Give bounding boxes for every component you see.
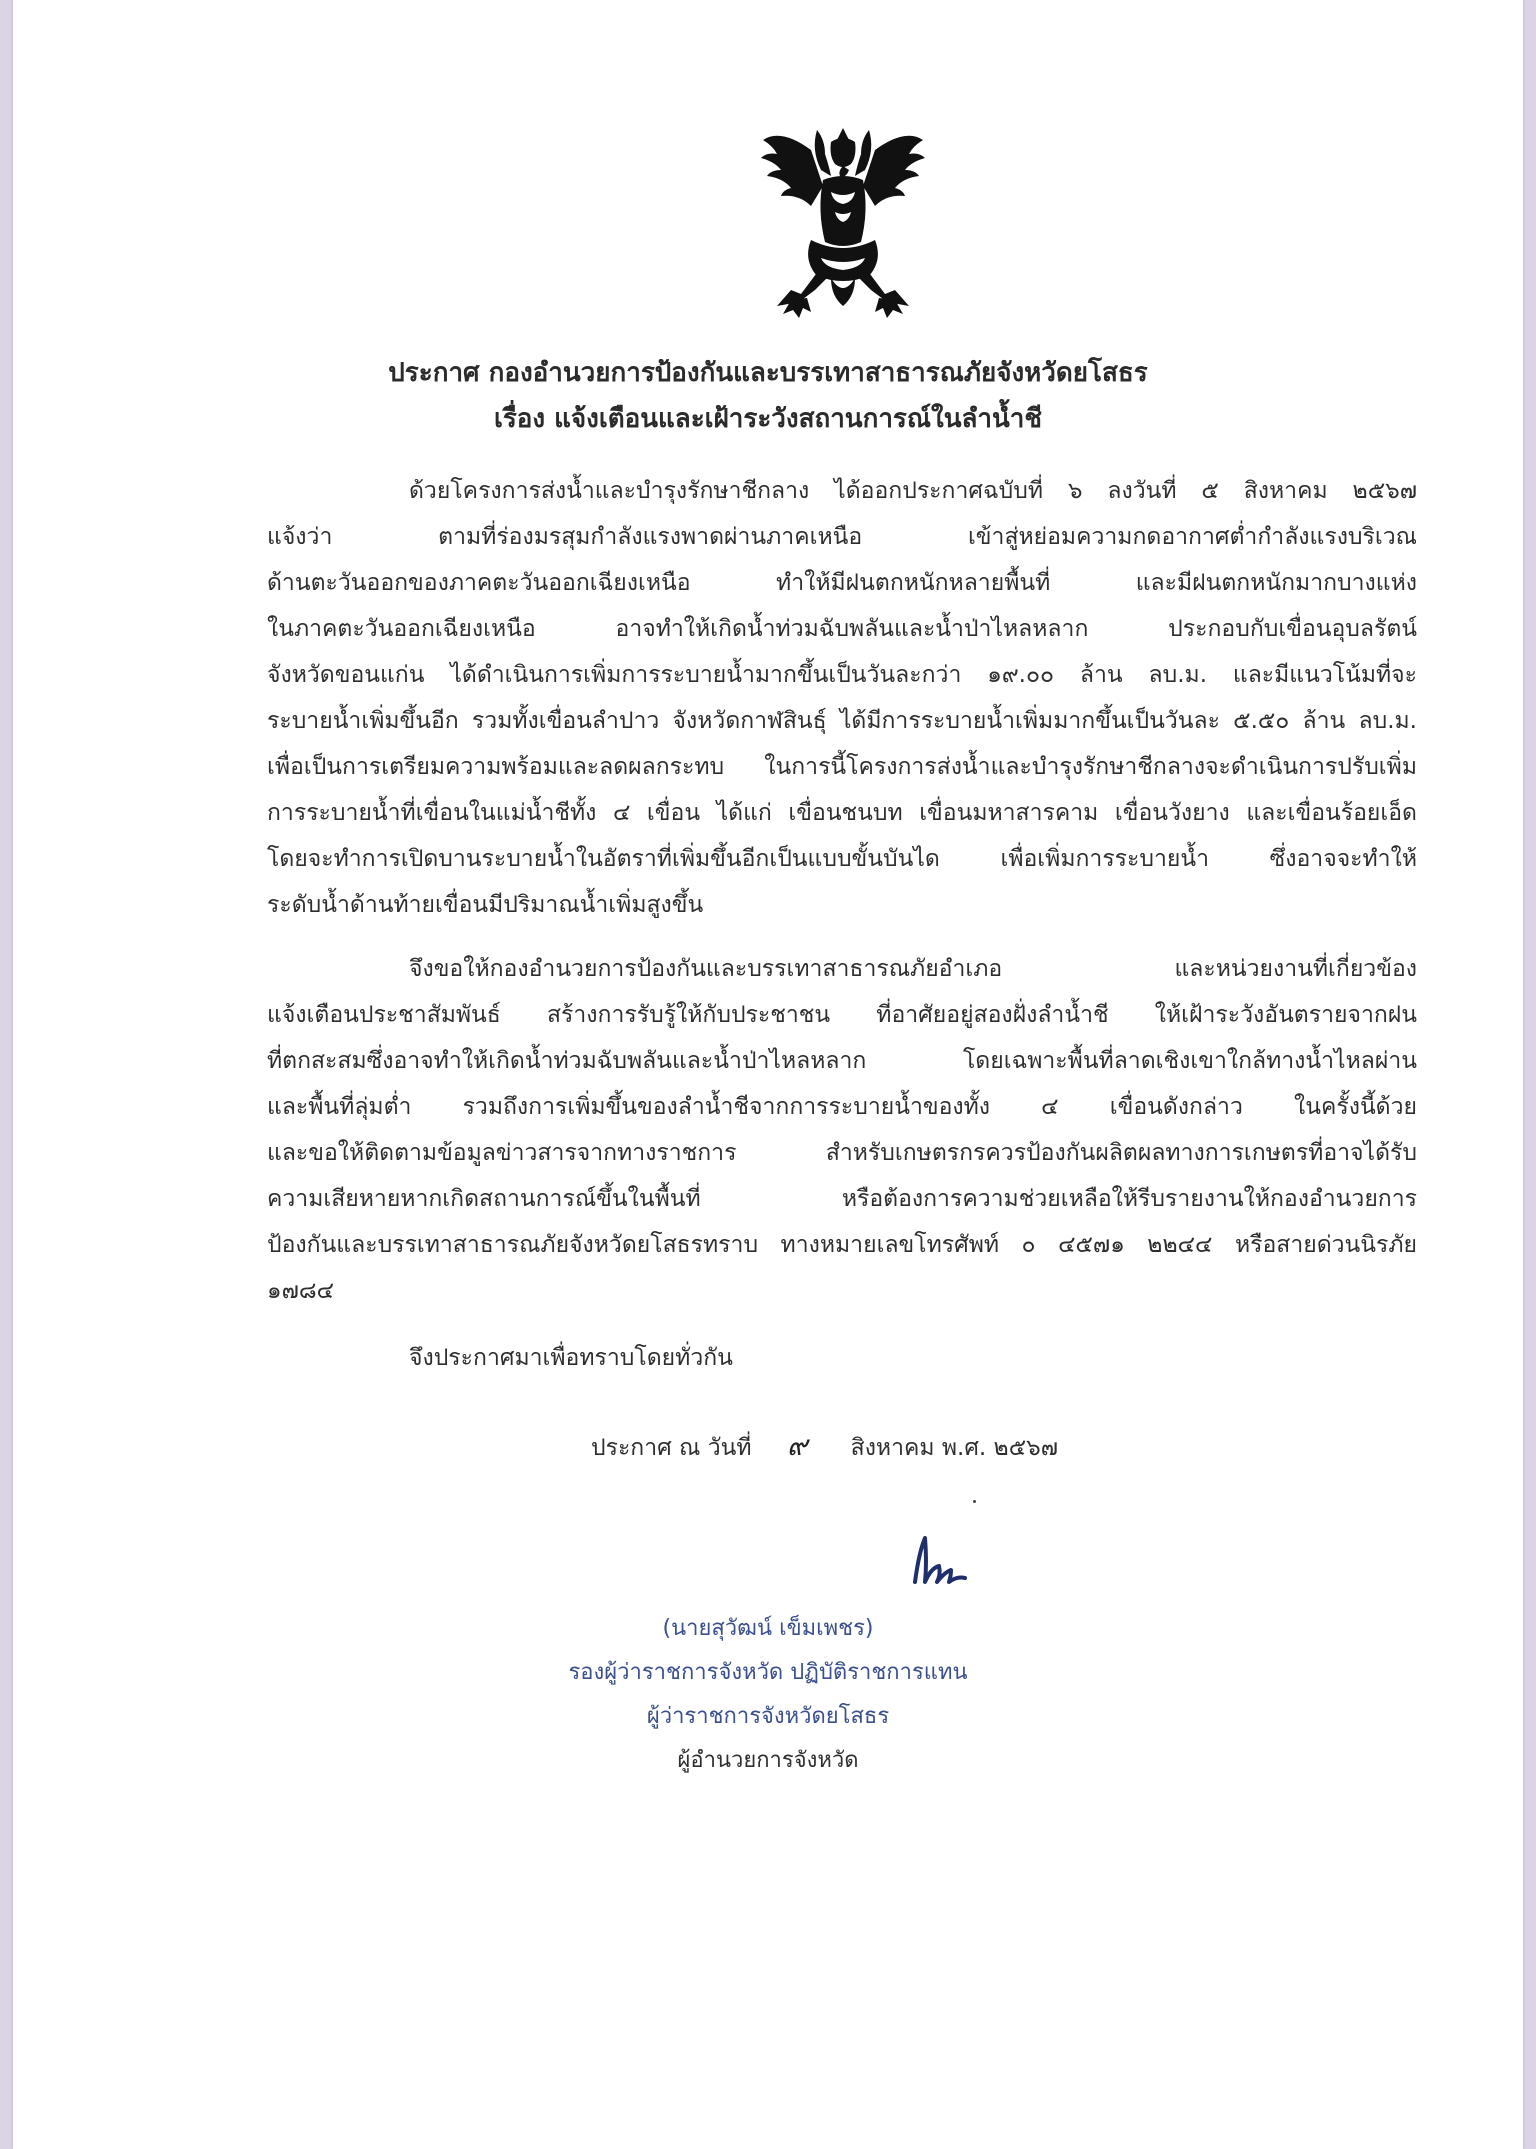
signatory-position-3: ผู้อำนวยการจังหวัด xyxy=(677,1748,859,1773)
announcement-subject: เรื่อง แจ้งเตือนและเฝ้าระวังสถานการณ์ในลำน้ำชี xyxy=(493,404,1043,434)
paragraph2-line: จึงขอให้กองอำนวยการป้องกันและบรรเทาสาธารณภัยอำเภอ และหน่วยงานที่เกี่ยวข้อง xyxy=(409,956,1417,982)
paragraph1-line: ด้านตะวันออกของภาคตะวันออกเฉียงเหนือ ทำให้มีฝนตกหนักหลายพื้นที่ และมีฝนตกหนักมากบางแห่ง xyxy=(267,570,1417,596)
paragraph2-line: แจ้งเตือนประชาสัมพันธ์ สร้างการรับรู้ให้กับประชาชน ที่อาศัยอยู่สองฝั่งลำน้ำชี ให้เฝ้าระวังอันตรายจากฝน xyxy=(267,1002,1417,1028)
paragraph1-line: โดยจะทำการเปิดบานระบายน้ำในอัตราที่เพิ่มขึ้นอีกเป็นแบบขั้นบันได เพื่อเพิ่มการระบายน้ำ ซึ่งอาจจะทำให้ xyxy=(267,846,1417,872)
paragraph1-line: แจ้งว่า ตามที่ร่องมรสุมกำลังแรงพาดผ่านภาคเหนือ เข้าสู่หย่อมความกดอากาศต่ำกำลังแรงบริเวณ xyxy=(267,524,1417,550)
announcement-title: ประกาศ กองอำนวยการป้องกันและบรรเทาสาธารณภัยจังหวัดยโสธร xyxy=(388,358,1148,388)
paragraph1-line: ในภาคตะวันออกเฉียงเหนือ อาจทำให้เกิดน้ำท่วมฉับพลันและน้ำป่าไหลหลาก ประกอบกับเขื่อนอุบลรัตน์ xyxy=(267,616,1417,642)
signature-icon xyxy=(907,1530,977,1600)
closing-statement: จึงประกาศมาเพื่อทราบโดยทั่วกัน xyxy=(409,1345,733,1371)
paragraph2-line: และพื้นที่ลุ่มต่ำ รวมถึงการเพิ่มขึ้นของลำน้ำชีจากการระบายน้ำของทั้ง ๔ เขื่อนดังกล่าว ในครั้งนี้ด้วย xyxy=(267,1094,1417,1120)
announcement-date xyxy=(591,1424,1058,1468)
garuda-emblem-icon xyxy=(751,110,935,330)
signatory-position-2: ผู้ว่าราชการจังหวัดยโสธร xyxy=(646,1704,890,1729)
paragraph1-line: ระดับน้ำด้านท้ายเขื่อนมีปริมาณน้ำเพิ่มสูงขึ้น xyxy=(267,892,704,918)
date-day-handwritten: ๙ xyxy=(786,1429,808,1462)
announcement-page xyxy=(13,0,1523,2149)
date-month-year: สิงหาคม พ.ศ. ๒๕๖๗ xyxy=(850,1435,1059,1461)
paragraph1-line: เพื่อเป็นการเตรียมความพร้อมและลดผลกระทบ ในการนี้โครงการส่งน้ำและบำรุงรักษาชีกลางจะดำเนินการปรับเพิ่ม xyxy=(267,754,1417,780)
paragraph2-line: ที่ตกสะสมซึ่งอาจทำให้เกิดน้ำท่วมฉับพลันและน้ำป่าไหลหลาก โดยเฉพาะพื้นที่ลาดเชิงเขาใกล้ทางน้ำไหลผ่าน xyxy=(267,1048,1417,1074)
paragraph2-line: ป้องกันและบรรเทาสาธารณภัยจังหวัดยโสธรทราบ ทางหมายเลขโทรศัพท์ ๐ ๔๕๗๑ ๒๒๔๔ หรือสายด่วนนิรภัย xyxy=(267,1232,1417,1258)
paragraph2-line: ความเสียหายหากเกิดสถานการณ์ขึ้นในพื้นที่ หรือต้องการความช่วยเหลือให้รีบรายงานให้กองอำนวยการ xyxy=(267,1186,1417,1212)
signatory-name: (นายสุวัฒน์ เข็มเพชร) xyxy=(662,1616,874,1641)
ink-dot xyxy=(973,1500,976,1503)
paragraph1-line: ด้วยโครงการส่งน้ำและบำรุงรักษาชีกลาง ได้ออกประกาศฉบับที่ ๖ ลงวันที่ ๕ สิงหาคม ๒๕๖๗ xyxy=(409,478,1417,504)
paragraph1-line: จังหวัดขอนแก่น ได้ดำเนินการเพิ่มการระบายน้ำมากขึ้นเป็นวันละกว่า ๑๙.๐๐ ล้าน ลบ.ม. และมีแนวโน้มที่จะ xyxy=(267,662,1417,688)
paragraph1-line: การระบายน้ำที่เขื่อนในแม่น้ำชีทั้ง ๔ เขื่อน ได้แก่ เขื่อนชนบท เขื่อนมหาสารคาม เขื่อนวังยาง และเขื่อนร้อยเอ็ด xyxy=(267,800,1417,826)
signatory-position-1: รองผู้ว่าราชการจังหวัด ปฏิบัติราชการแทน xyxy=(568,1660,968,1685)
paragraph2-line: ๑๗๘๔ xyxy=(267,1278,335,1304)
date-prefix: ประกาศ ณ วันที่ xyxy=(591,1435,752,1461)
paragraph2-line: และขอให้ติดตามข้อมูลข่าวสารจากทางราชการ สำหรับเกษตรกรควรป้องกันผลิตผลทางการเกษตรที่อาจได้รับ xyxy=(267,1140,1417,1166)
paragraph1-line: ระบายน้ำเพิ่มขึ้นอีก รวมทั้งเขื่อนลำปาว จังหวัดกาฬสินธุ์ ได้มีการระบายน้ำเพิ่มมากขึ้นเป็นวันละ ๕.๕๐ ล้าน ลบ.ม. xyxy=(267,708,1417,734)
